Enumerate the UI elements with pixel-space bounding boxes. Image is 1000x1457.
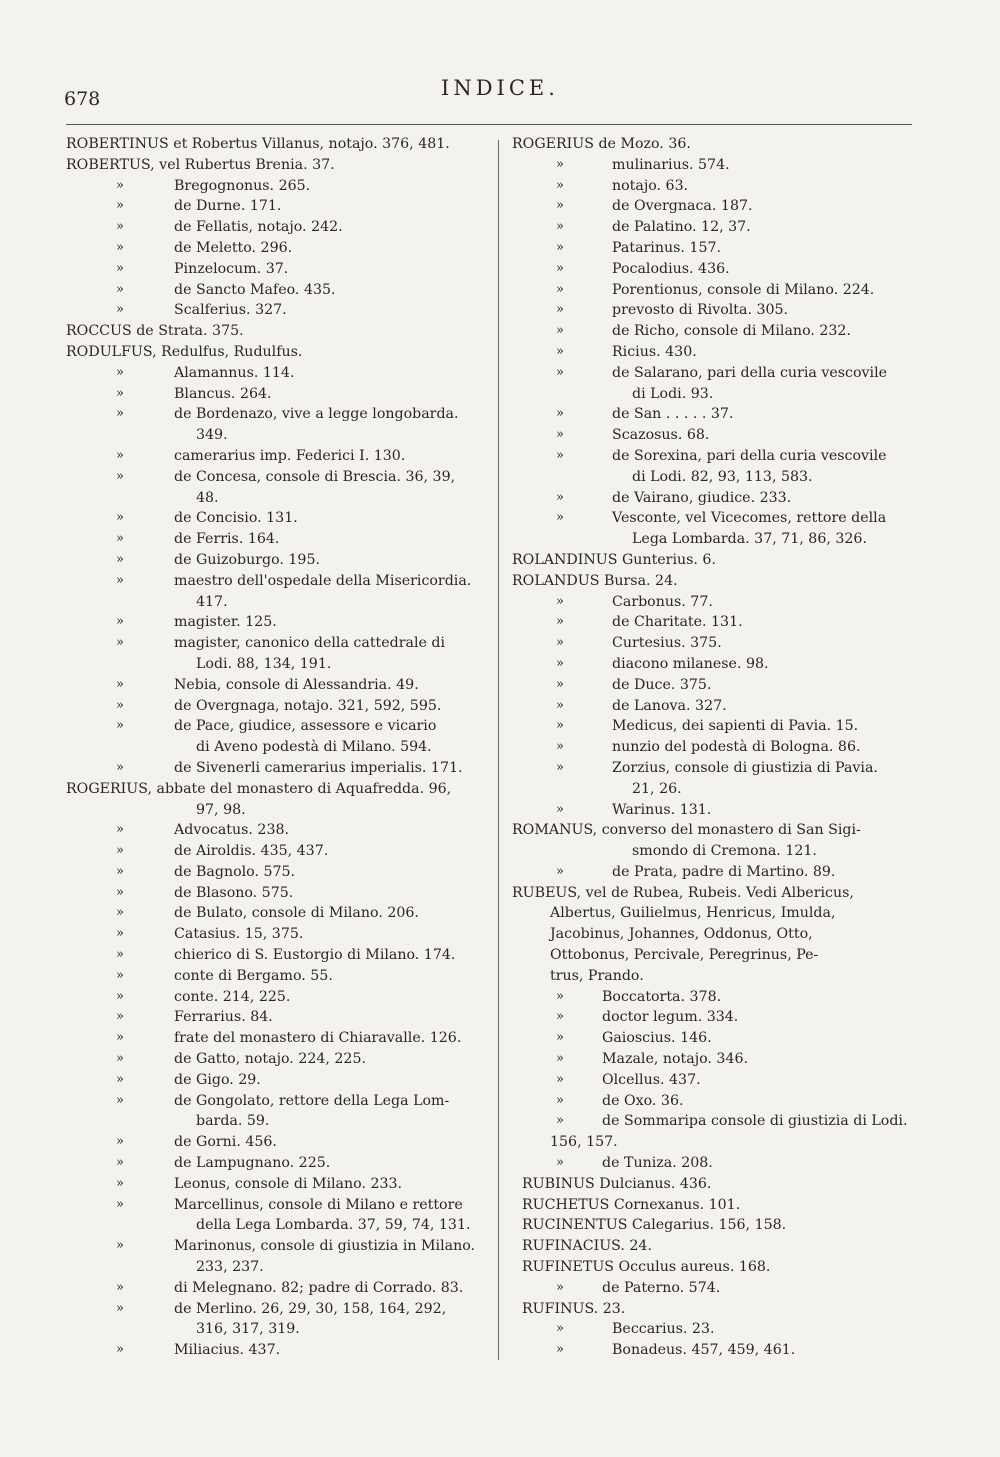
page-number: 678 xyxy=(64,88,101,110)
index-entry: » de Sancto Mafeo. 435. xyxy=(66,280,474,301)
index-entry: RUFINETUS Occulus aureus. 168. xyxy=(522,1259,771,1276)
index-entry: » diacono milanese. 98. xyxy=(512,654,918,675)
index-entry: Ottobonus, Percivale, Peregrinus, Pe- xyxy=(550,947,819,964)
index-entry: » Leonus, console di Milano. 233. xyxy=(66,1174,474,1195)
index-entry: » Ferrarius. 84. xyxy=(66,1007,474,1028)
index-entry: » de Oxo. 36. xyxy=(512,1091,918,1112)
index-entry: ROLANDUS Bursa. 24. xyxy=(512,572,678,589)
index-entry: » de Lanova. 327. xyxy=(512,696,918,717)
index-entry: » de Duce. 375. xyxy=(512,675,918,696)
index-entry: ROCCUS de Strata. 375. xyxy=(66,323,244,340)
index-entry: » Pinzelocum. 37. xyxy=(66,259,474,280)
index-entry: » Marinonus, console di giustizia in Milano. xyxy=(66,1236,474,1257)
index-entry: » Zorzius, console di giustizia di Pavia. xyxy=(512,758,918,779)
index-entry: Lega Lombarda. 37, 71, 86, 326. xyxy=(632,531,867,548)
index-entry: RUBINUS Dulcianus. 436. xyxy=(522,1175,712,1192)
index-entry: » Curtesius. 375. xyxy=(512,633,918,654)
index-entry: RUBEUS, vel de Rubea, Rubeis. Vedi Albericus, xyxy=(512,884,854,901)
index-entry: » Gaioscius. 146. xyxy=(512,1028,918,1049)
index-entry: » de Meletto. 296. xyxy=(66,238,474,259)
index-entry: » de Bulato, console di Milano. 206. xyxy=(66,903,474,924)
index-entry: RUFINUS. 23. xyxy=(522,1300,626,1317)
index-entry: 417. xyxy=(196,593,228,610)
index-entry: » Porentionus, console di Milano. 224. xyxy=(512,280,918,301)
index-entry: » notajo. 63. xyxy=(512,176,918,197)
index-entry: della Lega Lombarda. 37, 59, 74, 131. xyxy=(196,1217,471,1234)
index-entry: 48. xyxy=(196,489,219,506)
index-entry: RUCHETUS Cornexanus. 101. xyxy=(522,1196,741,1213)
index-entry: » Scazosus. 68. xyxy=(512,425,918,446)
index-entry: » Miliacius. 437. xyxy=(66,1340,474,1361)
index-entry: » de Ferris. 164. xyxy=(66,529,474,550)
index-entry: » de Sorexina, pari della curia vescovile xyxy=(512,446,918,467)
index-entry: » de Lampugnano. 225. xyxy=(66,1153,474,1174)
index-entry: 349. xyxy=(196,427,228,444)
index-entry: ROGERIUS de Mozo. 36. xyxy=(512,136,691,152)
index-entry: » de Tuniza. 208. xyxy=(512,1153,918,1174)
index-entry: » Patarinus. 157. xyxy=(512,238,918,259)
index-entry: » nunzio del podestà di Bologna. 86. xyxy=(512,737,918,758)
index-entry: » de Charitate. 131. xyxy=(512,612,918,633)
index-entry: » Olcellus. 437. xyxy=(512,1070,918,1091)
index-entry: di Aveno podestà di Milano. 594. xyxy=(196,739,432,756)
index-entry: RUFINACIUS. 24. xyxy=(522,1238,652,1255)
index-entry: » de Pace, giudice, assessore e vicario xyxy=(66,716,474,737)
index-entry: » de Overgnaga, notajo. 321, 592, 595. xyxy=(66,696,474,717)
index-entry: » de Paterno. 574. xyxy=(512,1278,918,1299)
index-entry: » Mazale, notajo. 346. xyxy=(512,1049,918,1070)
index-entry: » Marcellinus, console di Milano e rettore xyxy=(66,1195,474,1216)
index-entry: » conte di Bergamo. 55. xyxy=(66,966,474,987)
index-entry: ROGERIUS, abbate del monastero di Aquafredda. 96, xyxy=(66,780,452,797)
index-entry: di Lodi. 82, 93, 113, 583. xyxy=(632,468,813,485)
index-entry: 21, 26. xyxy=(632,780,682,797)
index-entry: » de Palatino. 12, 37. xyxy=(512,217,918,238)
index-entry: ROMANUS, converso del monastero di San Sigi- xyxy=(512,822,861,839)
index-entry: » de Richo, console di Milano. 232. xyxy=(512,321,918,342)
index-entry: » Ricius. 430. xyxy=(512,342,918,363)
index-entry: » Alamannus. 114. xyxy=(66,363,474,384)
index-entry: » Vesconte, vel Vicecomes, rettore della xyxy=(512,508,918,529)
index-entry: » de Durne. 171. xyxy=(66,196,474,217)
index-entry: ROBERTUS, vel Rubertus Brenia. 37. xyxy=(66,156,335,173)
index-entry: di Lodi. 93. xyxy=(632,385,714,402)
index-entry: » de Fellatis, notajo. 242. xyxy=(66,217,474,238)
index-entry: » de Bordenazo, vive a legge longobarda. xyxy=(66,404,474,425)
index-entry: » de Vairano, giudice. 233. xyxy=(512,488,918,509)
index-entry: trus, Prando. xyxy=(550,967,644,984)
index-entry: » Catasius. 15, 375. xyxy=(66,924,474,945)
index-entry: » doctor legum. 334. xyxy=(512,1007,918,1028)
index-entry: smondo di Cremona. 121. xyxy=(632,843,817,860)
index-entry: barda. 59. xyxy=(196,1113,270,1130)
index-entry: » maestro dell'ospedale della Misericordia. xyxy=(66,571,474,592)
index-entry: » conte. 214, 225. xyxy=(66,987,474,1008)
index-entry: » de Concesa, console di Brescia. 36, 39, xyxy=(66,467,474,488)
index-entry: » Beccarius. 23. xyxy=(512,1319,918,1340)
index-column-left xyxy=(66,134,474,1361)
column-divider xyxy=(498,140,499,1360)
index-entry: 233, 237. xyxy=(196,1259,264,1276)
index-entry: » frate del monastero di Chiaravalle. 126. xyxy=(66,1028,474,1049)
index-entry: 97, 98. xyxy=(196,801,246,818)
index-entry: 156, 157. xyxy=(550,1134,618,1151)
index-entry: » di Melegnano. 82; padre di Corrado. 83. xyxy=(66,1278,474,1299)
index-entry: » Advocatus. 238. xyxy=(66,820,474,841)
index-entry: » Warinus. 131. xyxy=(512,800,918,821)
index-entry: » Pocalodius. 436. xyxy=(512,259,918,280)
index-entry: » Carbonus. 77. xyxy=(512,592,918,613)
index-entry: » prevosto di Rivolta. 305. xyxy=(512,300,918,321)
index-entry: » camerarius imp. Federici I. 130. xyxy=(66,446,474,467)
running-title: INDICE. xyxy=(441,76,559,100)
index-entry: ROLANDINUS Gunterius. 6. xyxy=(512,551,716,568)
index-entry: » Medicus, dei sapienti di Pavia. 15. xyxy=(512,716,918,737)
index-entry: Albertus, Guilielmus, Henricus, Imulda, xyxy=(550,905,836,922)
index-entry: » mulinarius. 574. xyxy=(512,155,918,176)
index-entry: » de Overgnaca. 187. xyxy=(512,196,918,217)
index-entry: Lodi. 88, 134, 191. xyxy=(196,655,332,672)
index-entry: » de Prata, padre di Martino. 89. xyxy=(512,862,918,883)
index-entry: » magister, canonico della cattedrale di xyxy=(66,633,474,654)
index-entry: ROBERTINUS et Robertus Villanus, notajo. 376, 481. xyxy=(66,136,450,152)
index-entry: RUCINENTUS Calegarius. 156, 158. xyxy=(522,1217,787,1234)
index-entry: » Bregognonus. 265. xyxy=(66,176,474,197)
index-entry: » de Sommaripa console di giustizia di Lodi. xyxy=(512,1111,918,1132)
index-entry: RODULFUS, Redulfus, Rudulfus. xyxy=(66,343,303,360)
index-entry: » de Guizoburgo. 195. xyxy=(66,550,474,571)
index-entry: Jacobinus, Johannes, Oddonus, Otto, xyxy=(550,926,813,943)
header-rule xyxy=(66,124,912,125)
index-entry: » Blancus. 264. xyxy=(66,384,474,405)
index-entry: » Boccatorta. 378. xyxy=(512,987,918,1008)
index-entry: » de Gorni. 456. xyxy=(66,1132,474,1153)
index-entry: » de Blasono. 575. xyxy=(66,883,474,904)
index-entry: » de San . . . . . 37. xyxy=(512,404,918,425)
index-entry: » Scalferius. 327. xyxy=(66,300,474,321)
index-entry: » chierico di S. Eustorgio di Milano. 174. xyxy=(66,945,474,966)
index-entry: » de Airoldis. 435, 437. xyxy=(66,841,474,862)
index-entry: 316, 317, 319. xyxy=(196,1321,300,1338)
index-entry: » de Gongolato, rettore della Lega Lom- xyxy=(66,1091,474,1112)
index-entry: » magister. 125. xyxy=(66,612,474,633)
index-entry: » Nebia, console di Alessandria. 49. xyxy=(66,675,474,696)
index-entry: » Bonadeus. 457, 459, 461. xyxy=(512,1340,918,1361)
index-entry: » de Bagnolo. 575. xyxy=(66,862,474,883)
index-column-right xyxy=(512,134,918,1361)
index-entry: » de Gigo. 29. xyxy=(66,1070,474,1091)
index-entry: » de Concisio. 131. xyxy=(66,508,474,529)
index-entry: » de Salarano, pari della curia vescovile xyxy=(512,363,918,384)
index-entry: » de Merlino. 26, 29, 30, 158, 164, 292, xyxy=(66,1299,474,1320)
index-entry: » de Gatto, notajo. 224, 225. xyxy=(66,1049,474,1070)
index-entry: » de Sivenerli camerarius imperialis. 171. xyxy=(66,758,474,779)
